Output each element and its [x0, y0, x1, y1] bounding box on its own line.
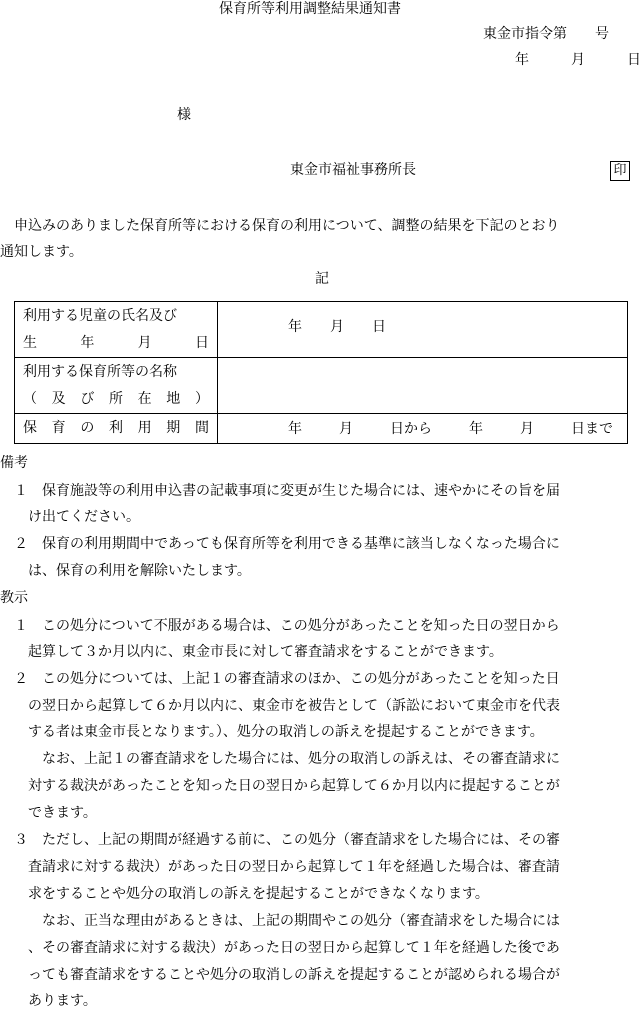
period-label-char: 保 [23, 420, 37, 436]
period-row [15, 414, 628, 444]
instruction-line: 起算して３か月以内に、東金市長に対して審査請求をすることができます。 [0, 644, 503, 660]
remarks-line: １ 保育施設等の利用申込書の記載事項に変更が生じた場合には、速やかにその旨を届 [0, 483, 560, 499]
period-label-char: 期 [166, 420, 181, 436]
period-year-to: 年 [469, 420, 483, 437]
reference-number: 東金市指令第 号 [483, 26, 609, 42]
instruction-line: ３ ただし、上記の期間が経過する前に、この処分（審査請求をした場合には、その審 [0, 832, 560, 848]
period-month-to: 月 [520, 420, 534, 437]
issuer-name: 東金市福祉事務所長 [290, 162, 416, 178]
issue-date [515, 53, 641, 67]
details-table [14, 301, 628, 444]
instruction-line: できます。 [0, 805, 97, 821]
facility-value-cell[interactable] [218, 358, 628, 414]
facility-label-cell [15, 358, 218, 414]
instruction-line: なお、正当な理由があるときは、上記の期間やこの処分（審査請求をした場合には [0, 913, 560, 929]
instruction-line: あります。 [0, 993, 97, 1009]
seal-mark: 印 [610, 161, 630, 181]
period-day-from: 日から [390, 420, 432, 437]
child-row [15, 302, 628, 358]
period-value [218, 422, 627, 436]
facility-label-char: 所 [108, 390, 123, 407]
remarks-line: け出てください。 [0, 509, 140, 525]
period-year-from: 年 [288, 420, 302, 437]
remarks-line: ２ 保育の利用期間中であっても保育所等を利用できる基準に該当しなくなった場合に [0, 536, 560, 552]
instruction-line: ２ この処分については、上記１の審査請求のほか、この処分があったことを知った日 [0, 671, 560, 687]
issue-date-day: 日 [627, 52, 641, 68]
child-label-char: 年 [80, 334, 95, 351]
facility-row [15, 358, 628, 414]
facility-label-char: び [80, 390, 95, 407]
facility-label-char: ） [194, 390, 209, 407]
period-label-char: 育 [51, 420, 66, 436]
child-birth-date: 年 月 日 [288, 318, 386, 335]
instruction-line: する者は東金市長となります。）、処分の取消しの訴えを提起することができます。 [0, 724, 544, 740]
instruction-line: なお、上記１の審査請求をした場合には、処分の取消しの訴えは、その審査請求に [0, 751, 560, 767]
instruction-line: 求をすることや処分の取消しの訴えを提起することができなくなります。 [0, 886, 489, 902]
instruction-line: １ この処分について不服がある場合は、この処分があったことを知った日の翌日から [0, 618, 560, 634]
facility-label-char: 地 [166, 390, 181, 407]
intro-line-1: 申込みのありました保育所等における保育の利用について、調整の結果を下記のとおり [0, 218, 560, 234]
facility-label-line-1: 利用する保育所等の名称 [23, 363, 177, 380]
child-label-char: 生 [23, 334, 37, 351]
period-label-cell [15, 414, 218, 444]
period-value-cell[interactable] [218, 414, 628, 444]
child-label-char: 日 [194, 334, 209, 351]
instruction-line: 査請求に対する裁決）があった日の翌日から起算して１年を経過した場合は、審査請 [0, 859, 560, 875]
instruction-line: 対する裁決があったことを知った日の翌日から起算して６か月以内に提起することが [0, 778, 560, 794]
intro-line-2: 通知します。 [0, 244, 83, 260]
child-label-char: 月 [137, 334, 152, 351]
period-month-from: 月 [339, 420, 353, 437]
ki-heading: 記 [315, 271, 329, 287]
instruction-line: 、その審査請求に対する裁決）があった日の翌日から起算して１年を経過した後であ [0, 940, 560, 956]
period-label-char: 用 [137, 420, 152, 436]
facility-label-line-2 [23, 386, 217, 413]
instruction-line: っても審査請求をすることや処分の取消しの訴えを提起することが認められる場合が [0, 967, 560, 983]
period-label-char: 間 [194, 420, 209, 436]
remarks-line: は、保育の利用を解除いたします。 [0, 563, 251, 579]
period-label-char: の [80, 420, 95, 436]
facility-label-char: 及 [51, 390, 66, 407]
period-day-to: 日まで [571, 420, 613, 437]
issue-date-year: 年 [515, 52, 529, 68]
child-label-cell [15, 302, 218, 358]
remarks-heading: 備考 [0, 455, 28, 471]
facility-label-char: （ [23, 390, 37, 407]
instruction-line: の翌日から起算して６か月以内に、東金市を被告として（訴訟において東金市を代表 [0, 698, 560, 714]
child-label-line-1: 利用する児童の氏名及び [23, 307, 177, 324]
issue-date-month: 月 [571, 52, 585, 68]
child-label-line-2 [23, 330, 217, 357]
period-label [23, 415, 217, 442]
period-label-char: 利 [108, 420, 123, 436]
instruction-heading: 教示 [0, 590, 28, 606]
child-value-cell[interactable] [218, 302, 628, 358]
facility-label-char: 在 [137, 390, 152, 407]
document-title: 保育所等利用調整結果通知書 [219, 1, 401, 17]
addressee-honorific: 様 [177, 107, 191, 123]
